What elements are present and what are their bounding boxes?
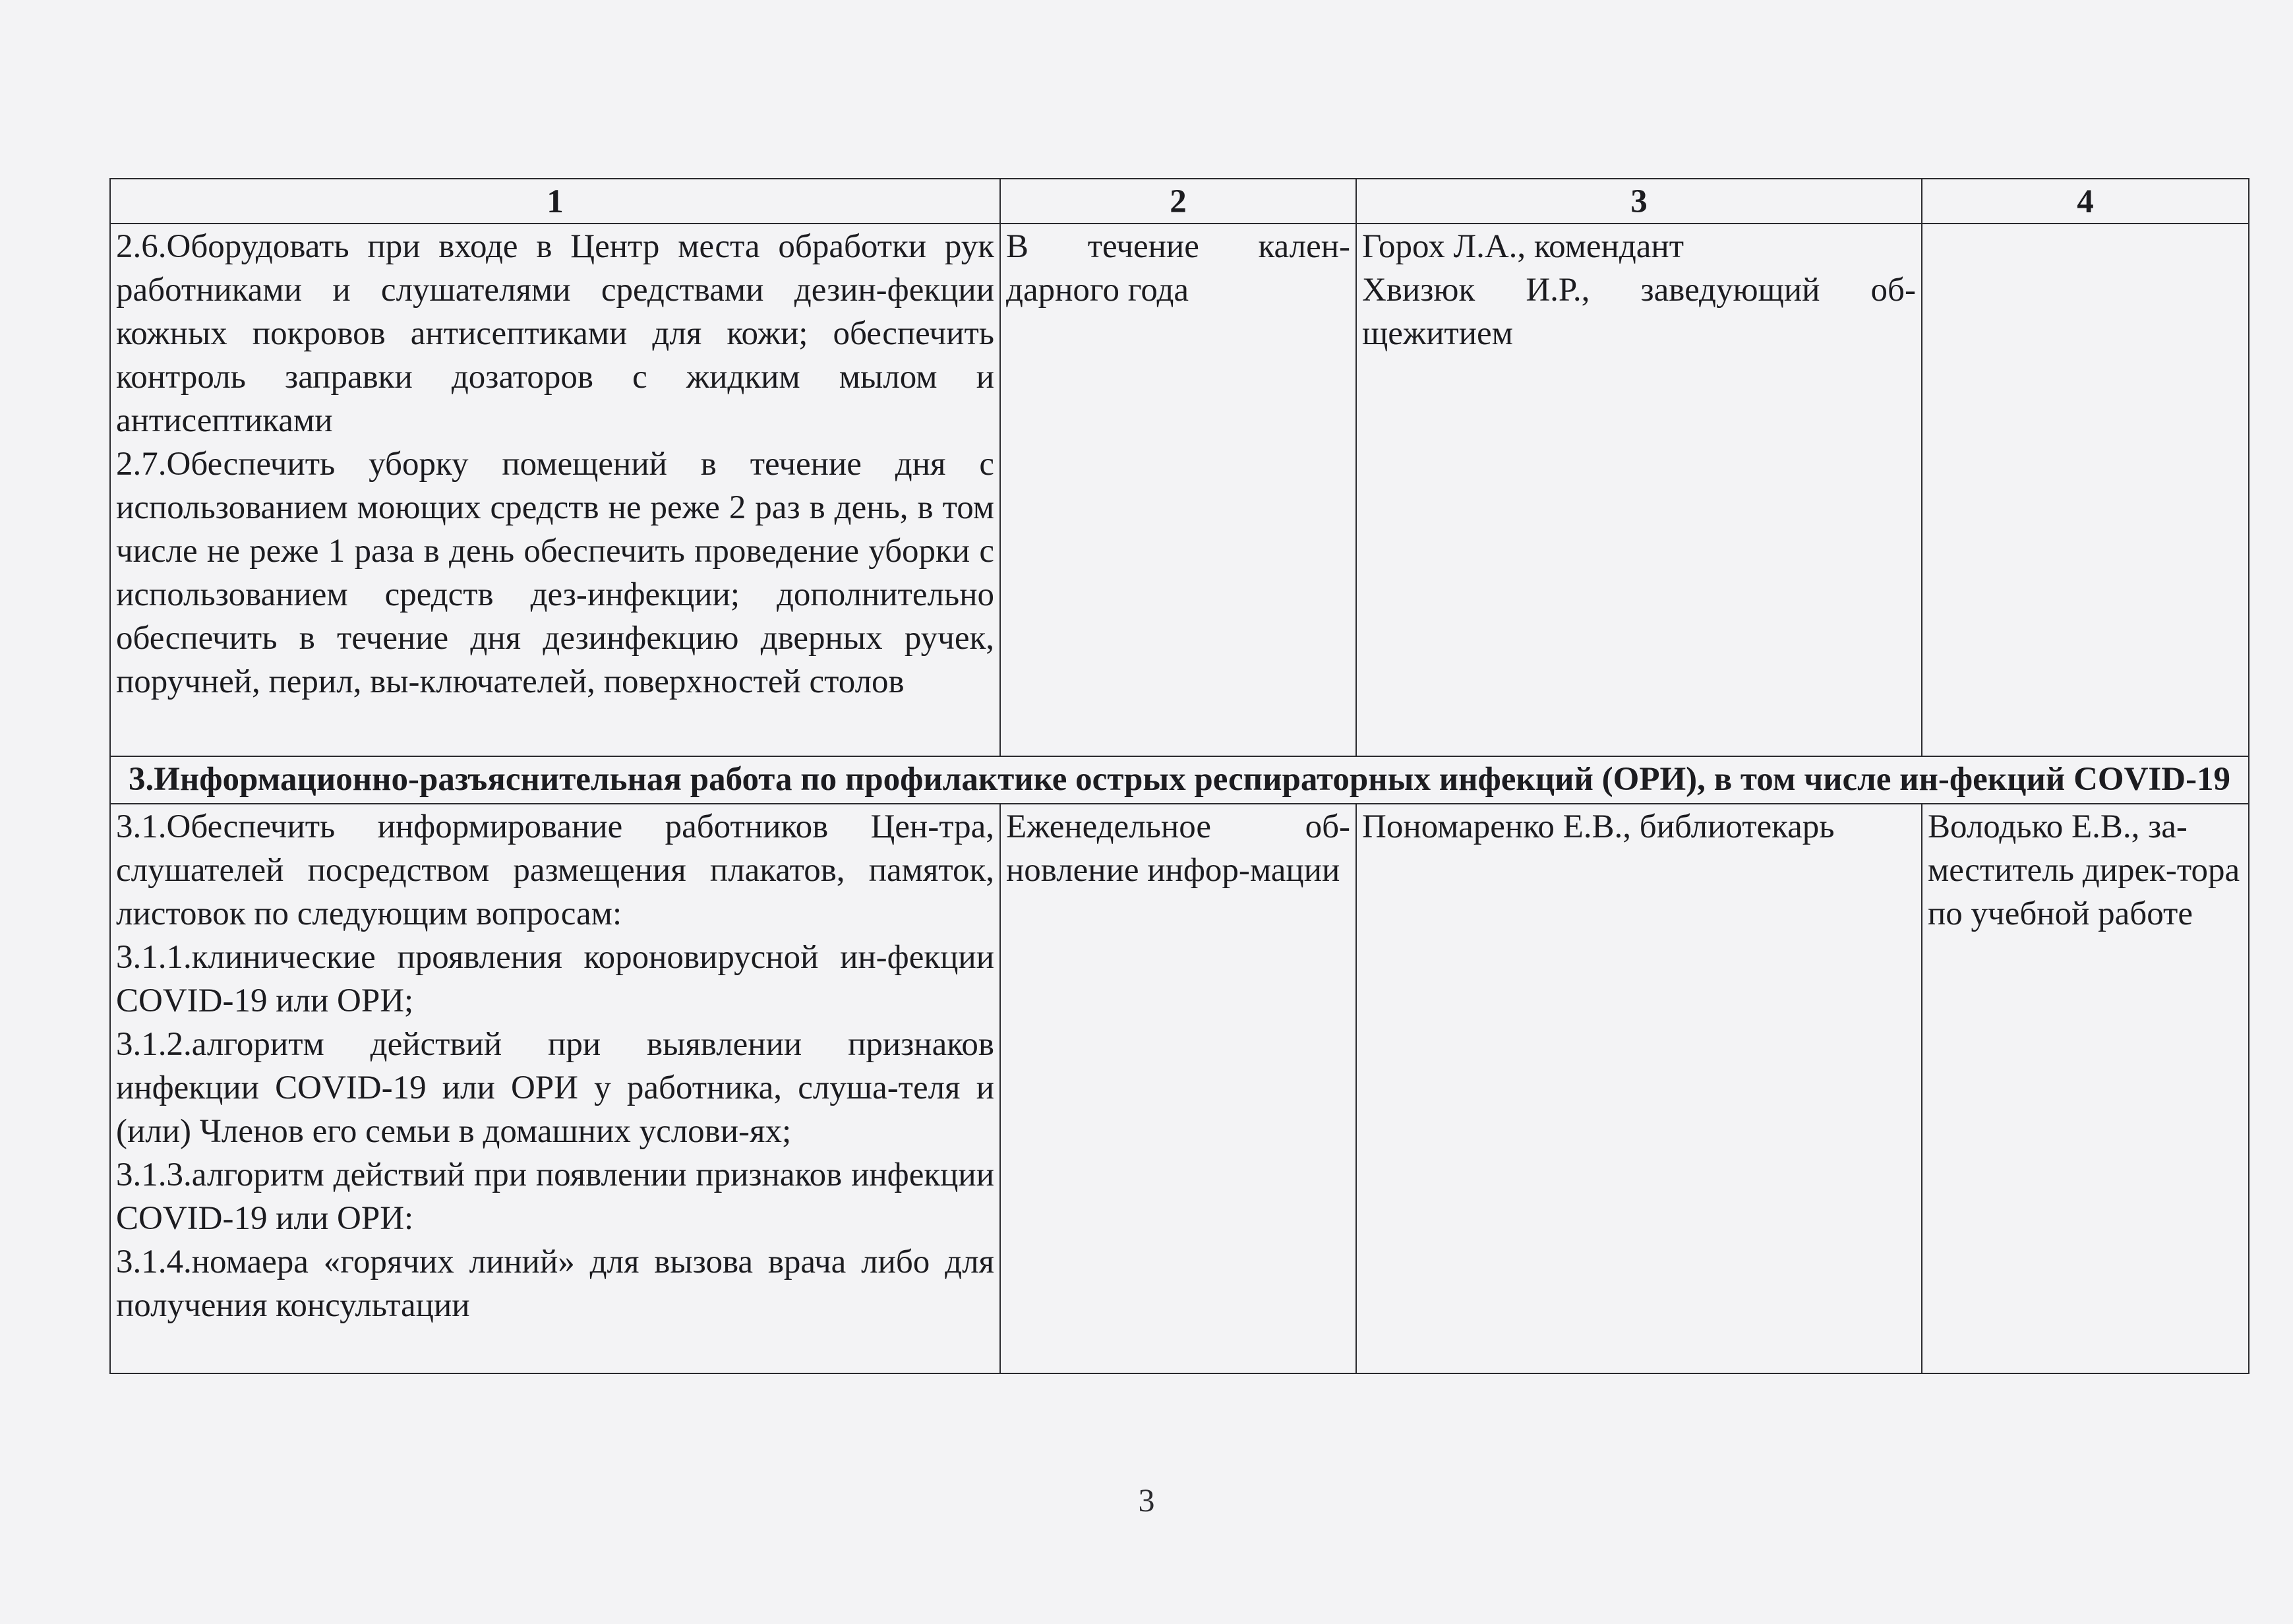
- measure-item: 3.1.3.алгоритм действий при появлении признаков инфекции COVID-19 или ОРИ:: [116, 1157, 994, 1237]
- responsible-cell: Пономаренко Е.В., библиотекарь: [1356, 804, 1922, 1373]
- measure-item: 2.7.Обеспечить уборку помещений в течение дня с использованием моющих средств не реже 2 раз в день, в том числе не реже 1 раза в день обеспечить проведение уборки с использованием средств дез-инфекции; дополнительно обеспечить в течение дня дезинфекцию дверных ручек, поручней, перил, вы-ключателей, поверхностей столов: [116, 446, 994, 700]
- header-cell-3: 3: [1356, 179, 1922, 224]
- table-row: [110, 804, 2249, 1373]
- deadline-cell: Еженедельное об-новление инфор-мации: [1000, 804, 1356, 1373]
- measures-cell: [110, 224, 1000, 756]
- measure-item: 2.6.Оборудовать при входе в Центр места обработки рук работниками и слушателями средствами дезин-фекции кожных покровов антисептиками для кожи; обеспечить контроль заправки дозаторов с жидким мылом и антисептиками: [116, 228, 994, 439]
- responsible-person: Горох Л.А., комендант: [1362, 228, 1684, 265]
- header-cell-4: 4: [1922, 179, 2249, 224]
- action-plan-table: [109, 178, 2249, 1374]
- header-cell-2: 2: [1000, 179, 1356, 224]
- measures-cell: [110, 804, 1000, 1373]
- measure-item: 3.1.Обеспечить информирование работников Цен-тра, слушателей посредством размещения плакатов, памяток, листовок по следующим вопросам:: [116, 808, 994, 932]
- deadline-cell: В течение кален-дарного года: [1000, 224, 1356, 756]
- measure-item: 3.1.4.номаера «горячих линий» для вызова врача либо для получения консультации: [116, 1244, 994, 1324]
- document-page: [109, 178, 2248, 1374]
- supervisor-cell: Володько Е.В., за-меститель дирек-тора по учебной работе: [1922, 804, 2249, 1373]
- responsible-cell: [1356, 224, 1922, 756]
- section-row: [110, 756, 2249, 804]
- table-header-row: [110, 179, 2249, 224]
- measure-item: 3.1.2.алгоритм действий при выявлении признаков инфекции COVID-19 или ОРИ у работника, слуша-теля и (или) Членов его семьи в домашних услови-ях;: [116, 1026, 994, 1150]
- table-row: [110, 224, 2249, 756]
- section-title: 3.Информационно-разъяснительная работа по профилактике острых респираторных инфекций (ОРИ), в том числе ин-фекций COVID-19: [110, 756, 2249, 804]
- header-cell-1: 1: [110, 179, 1000, 224]
- page-number: 3: [1138, 1482, 1155, 1519]
- responsible-person: Хвизюк И.Р., заведующий об-щежитием: [1362, 272, 1916, 352]
- supervisor-cell: [1922, 224, 2249, 756]
- measure-item: 3.1.1.клинические проявления короновирусной ин-фекции COVID-19 или ОРИ;: [116, 939, 994, 1019]
